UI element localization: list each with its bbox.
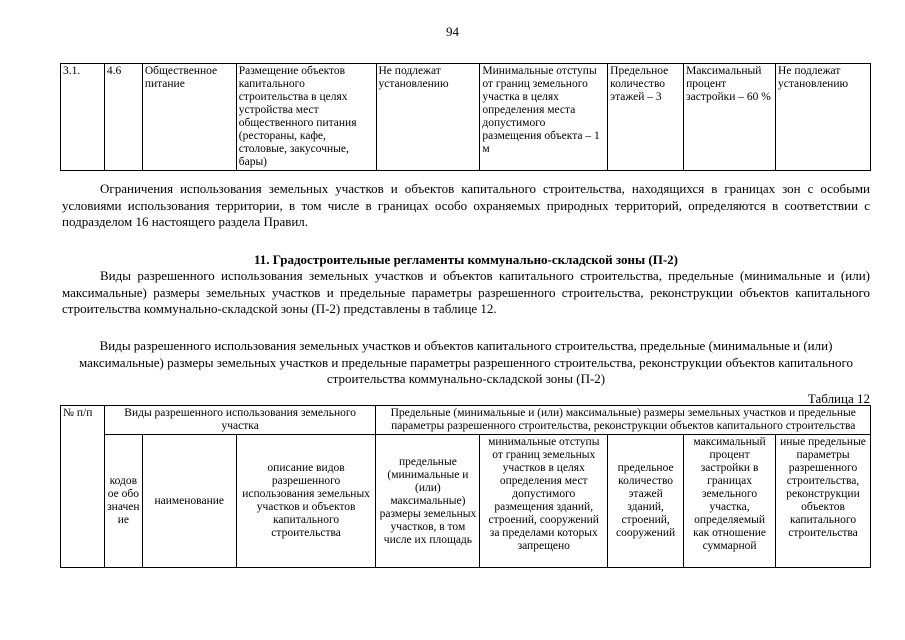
- cell-other: Не подлежат установлению: [776, 64, 871, 171]
- subheader-other: иные предельные параметры разрешенного строительства, реконструкции объектов капитального строительства: [776, 435, 871, 568]
- cell-floors: Предельное количество этажей – 3: [608, 64, 684, 171]
- table-caption: Виды разрешенного использования земельных участков и объектов капитального строительства, предельные (минимальные и (или) максимальные) размеры земельных участков и предельные параметры разрешенного строительства, реконструкции объектов капитального строительства коммунально-складской зоны (П-2): [78, 338, 854, 386]
- cell-num: 3.1.: [61, 64, 105, 171]
- table-label: Таблица 12: [807, 391, 870, 406]
- cell-area: Не подлежат установлению: [376, 64, 480, 171]
- cell-setback: Минимальные отступы от границ земельного участка в целях определения места допустимого размещения объекта – 1 м: [480, 64, 608, 171]
- subheader-setback: минимальные отступы от границ земельных участков в целях определения мест допустимого размещения зданий, строений, сооружений за пределами которых запрещено: [480, 435, 608, 568]
- subheader-floors: предельное количество этажей зданий, строений, сооружений: [608, 435, 684, 568]
- subheader-description: описание видов разрешенного использования земельных участков и объектов капитального строительства: [236, 435, 376, 568]
- intro-paragraph: [62, 268, 870, 318]
- subheader-row: [61, 435, 871, 568]
- subheader-area: предельные (минимальные и (или) максимальные) размеры земельных участков, в том числе их площадь: [376, 435, 480, 568]
- section-heading: 11. Градостроительные регламенты коммунально-складской зоны (П-2): [254, 252, 678, 267]
- table-row: [61, 64, 871, 171]
- cell-description: Размещение объектов капитального строительства в целях устройства мест общественного питания (рестораны, кафе, столовые, закусочные, бары): [236, 64, 376, 171]
- restrictions-text: Ограничения использования земельных участков и объектов капитального строительства, находящихся в границах зон с особыми условиями использования территории, в том числе в границах особо охраняемых природных территорий, определяются в соответствии с подразделом 16 настоящего раздела Правил.: [62, 181, 870, 229]
- header-num: № п/п: [61, 406, 105, 568]
- subheader-code: кодовое обозначение: [104, 435, 142, 568]
- page-number: 94: [446, 24, 459, 39]
- header-types: Виды разрешенного использования земельного участка: [104, 406, 376, 435]
- header-row: [61, 406, 871, 435]
- regulation-table-continued: [60, 63, 871, 171]
- subheader-coverage: максимальный процент застройки в границах земельного участка, определяемый как отношение суммарной: [684, 435, 776, 568]
- header-params: Предельные (минимальные и (или) максимальные) размеры земельных участков и предельные параметры разрешенного строительства, реконструкции объектов капитального строительства: [376, 406, 871, 435]
- cell-code: 4.6: [104, 64, 142, 171]
- restrictions-paragraph: [62, 181, 870, 231]
- cell-name: Общественное питание: [142, 64, 236, 171]
- table-12: [60, 405, 871, 568]
- subheader-name: наименование: [142, 435, 236, 568]
- intro-text: Виды разрешенного использования земельных участков и объектов капитального строительства, предельные (минимальные и (или) максимальные) размеры земельных участков и предельные параметры разрешенного строительства, реконструкции объектов капитального строительства коммунально-складской зоны (П-2) представлены в таблице 12.: [62, 268, 870, 316]
- cell-coverage: Максимальный процент застройки – 60 %: [684, 64, 776, 171]
